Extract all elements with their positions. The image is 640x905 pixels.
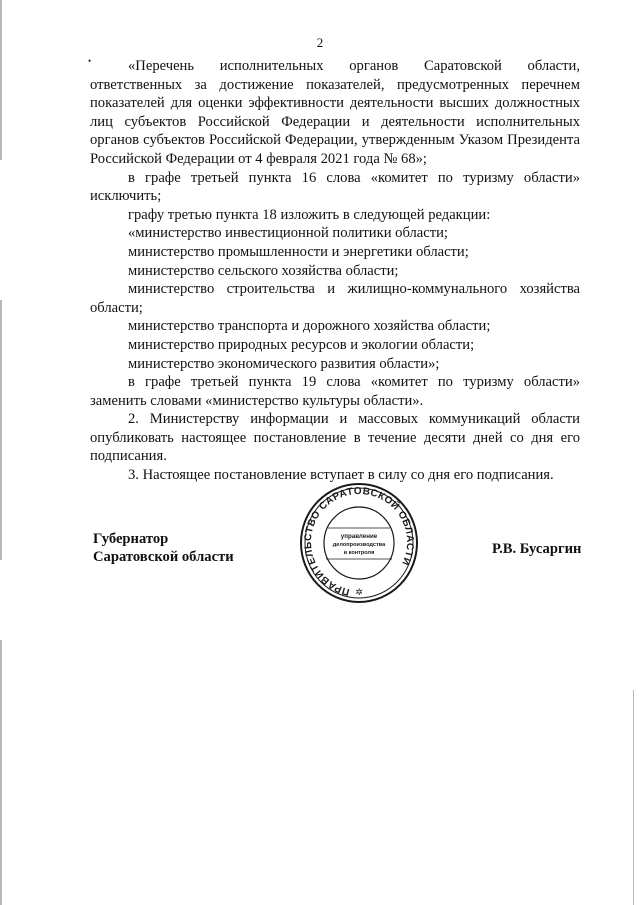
ministry-investment: «министерство инвестиционной политики области; — [128, 225, 448, 242]
ministry-industry: министерство промышленности и энергетики области; — [128, 243, 469, 260]
ministry-economic: министерство экономического развития области»; — [128, 355, 440, 372]
ministry-transport: министерство транспорта и дорожного хозяйства области; — [128, 318, 491, 335]
signatory-name: Р.В. Бусаргин — [492, 541, 582, 557]
paragraph-list-title: «Перечень исполнительных органов Саратовской области, ответственных за достижение показателей, предусмотренных перечнем показателей для оценки эффективности деятельности высших должностных лиц субъектов Российской Федерации и деятельности исполнительных органов субъектов Российской Федерации, утвержденным Указом Президента Российской Федерации от 4 февраля 2021 года № 68»; — [90, 58, 580, 167]
document-body — [90, 57, 580, 485]
scan-speck: • — [88, 56, 92, 66]
page-number: 2 — [316, 35, 324, 50]
scan-edge-line-left-middle — [0, 300, 2, 560]
official-seal-stamp — [298, 480, 420, 606]
paragraph-item-19: в графе третьей пункта 19 слова «комитет по туризму области» заменить словами «министерство культуры области». — [90, 374, 580, 409]
seal-center-line3: и контроля — [343, 550, 375, 556]
ministry-construction: министерство строительства и жилищно-коммунального хозяйства области; — [90, 281, 580, 316]
paragraph-clause-2: 2. Министерству информации и массовых коммуникаций области опубликовать настоящее постановление в течение десяти дней со дня его подписания. — [90, 411, 580, 465]
seal-center-line1: управление — [340, 533, 378, 540]
seal-center-line2: делопроизводства — [332, 542, 386, 548]
ministry-natural-resources: министерство природных ресурсов и экологии области; — [128, 336, 475, 353]
signatory-title-line1: Губернатор — [93, 531, 169, 547]
signatory-title — [93, 530, 234, 566]
scan-edge-line-left-bottom — [0, 640, 2, 905]
paragraph-item-16: в графе третьей пункта 16 слова «комитет по туризму области» исключить; — [90, 169, 580, 205]
paragraph-item-18: графу третью пункта 18 изложить в следующей редакции: — [128, 206, 491, 223]
paragraph-clause-3: 3. Настоящее постановление вступает в силу со дня его подписания. — [128, 467, 554, 484]
seal-ring-text: ПРАВИТЕЛЬСТВО САРАТОВСКОЙ ОБЛАСТИ — [302, 485, 416, 598]
signatory-title-line2: Саратовской области — [93, 549, 234, 565]
scan-edge-line-right — [633, 690, 634, 905]
ministry-agriculture: министерство сельского хозяйства области; — [128, 262, 399, 279]
seal-star-icon: ✲ — [355, 588, 363, 598]
scan-edge-line-left-top — [0, 0, 2, 160]
